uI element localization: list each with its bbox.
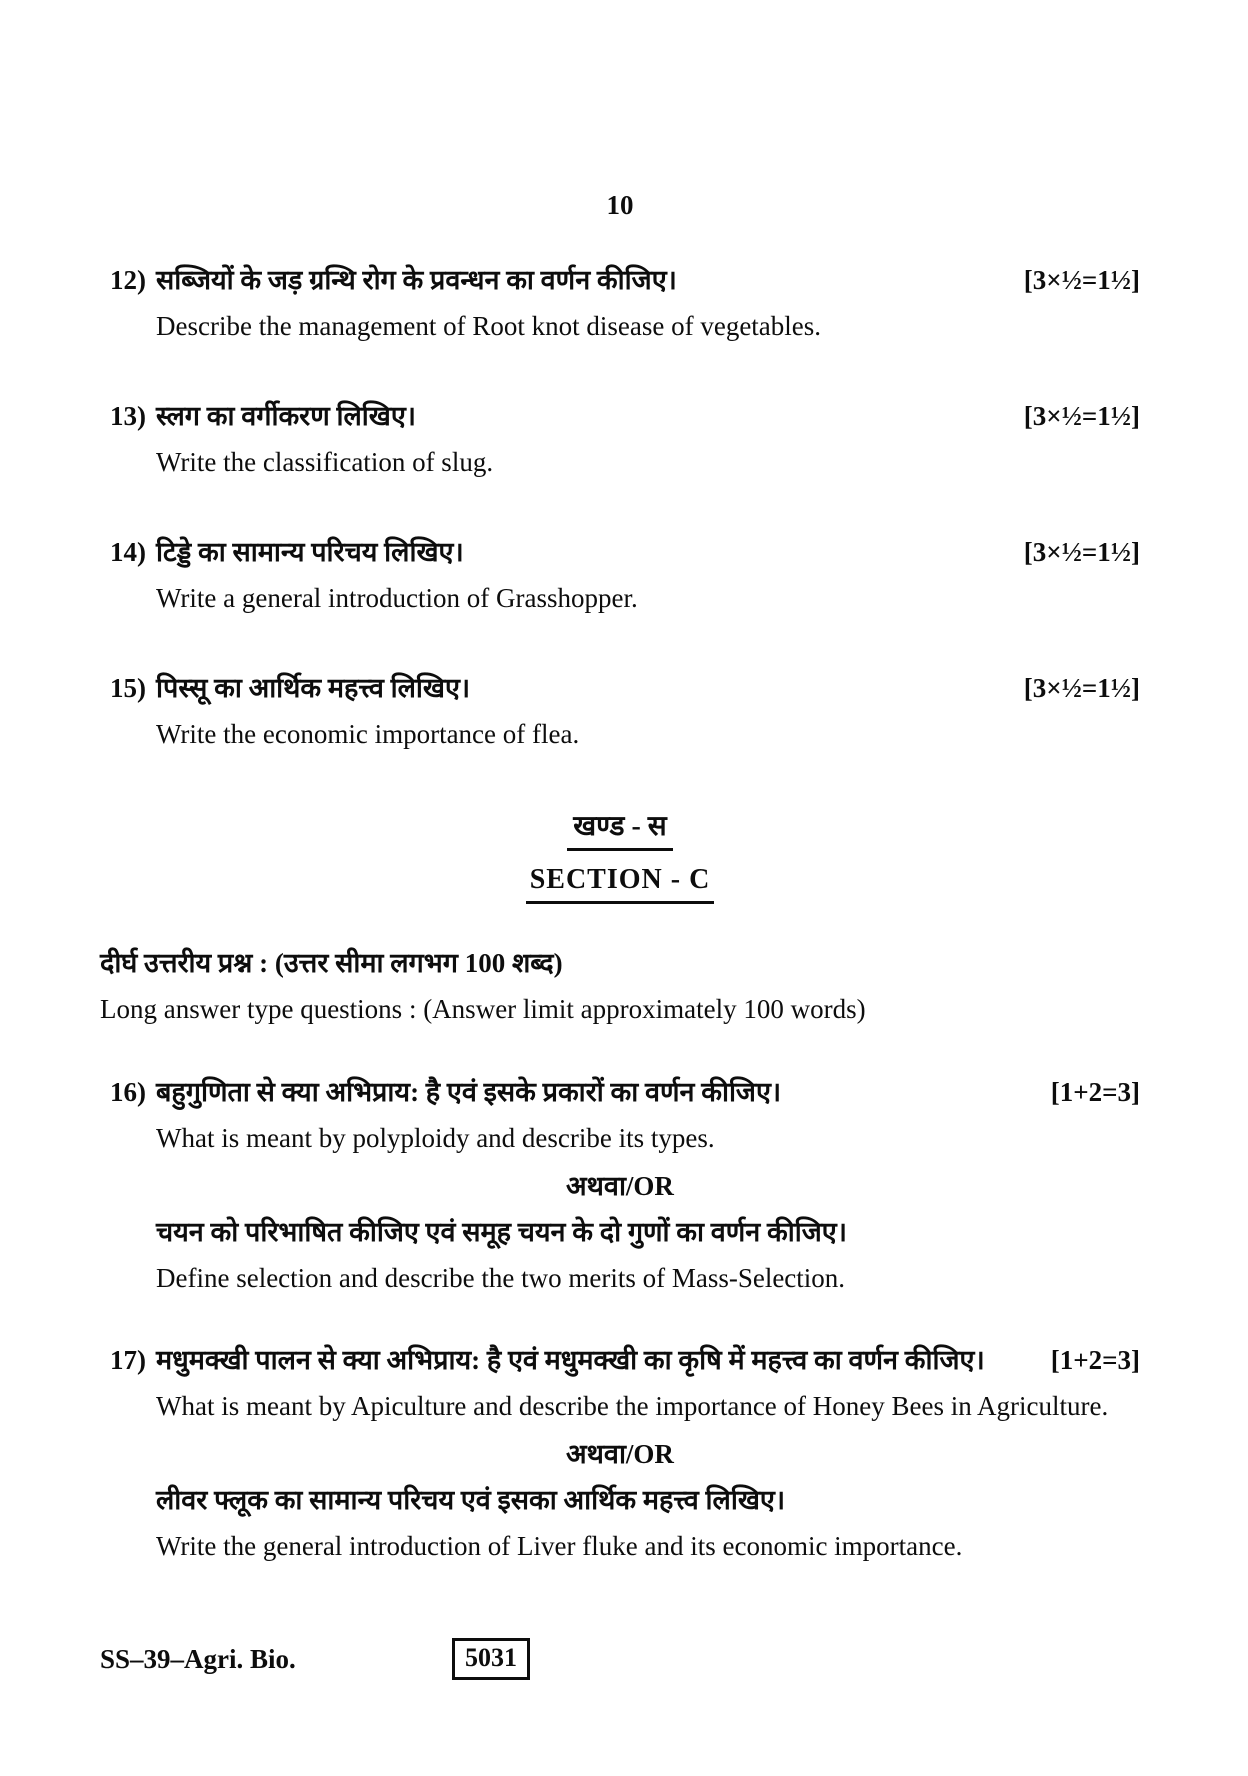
question-text-hindi: स्लग का वर्गीकरण लिखिए। — [156, 401, 417, 431]
question-marks: [3×½=1½] — [1023, 401, 1140, 431]
question-number: 16) — [110, 1077, 146, 1107]
question-text-english: What is meant by polyploidy and describe its types. — [156, 1123, 715, 1153]
question-text-hindi: सब्जियों के जड़ ग्रन्थि रोग के प्रवन्धन का वर्णन कीजिए। — [156, 265, 677, 295]
question-number: 15) — [110, 673, 146, 703]
question-marks: [1+2=3] — [1050, 1345, 1140, 1375]
question-text-english: Describe the management of Root knot disease of vegetables. — [156, 311, 822, 341]
question-text-english: Write the economic importance of flea. — [156, 719, 580, 749]
question-row — [100, 398, 1140, 434]
section-heading-english: SECTION - C — [526, 861, 715, 904]
question-text-hindi: बहुगुणिता से क्या अभिप्राय: है एवं इसके प्रकारों का वर्णन कीजिए। — [156, 1077, 782, 1107]
footer-number-box: 5031 — [452, 1638, 530, 1680]
section-heading — [100, 808, 1140, 904]
question-12 — [100, 262, 1140, 344]
question-number: 12) — [110, 265, 146, 295]
question-text-english: Write the classification of slug. — [156, 447, 494, 477]
or-label: अथवा/OR — [566, 1439, 674, 1469]
question-marks: [1+2=3] — [1050, 1077, 1140, 1107]
or-label: अथवा/OR — [566, 1171, 674, 1201]
question-number: 13) — [110, 401, 146, 431]
question-row — [100, 534, 1140, 570]
instructions-english: Long answer type questions : (Answer limit approximately 100 words) — [100, 994, 866, 1024]
footer-paper-code: SS–39–Agri. Bio. — [100, 1644, 296, 1674]
section-heading-english-row — [100, 861, 1140, 904]
question-14 — [100, 534, 1140, 616]
question-number: 17) — [110, 1345, 146, 1375]
question-marks: [3×½=1½] — [1023, 673, 1140, 703]
instructions — [100, 944, 1140, 1028]
question-text-hindi: टिड्डे का सामान्य परिचय लिखिए। — [156, 537, 464, 567]
instructions-hindi: दीर्घ उत्तरीय प्रश्न : (उत्तर सीमा लगभग 100 शब्द) — [100, 948, 563, 978]
question-17 — [100, 1342, 1140, 1564]
question-text-hindi: पिस्सू का आर्थिक महत्त्व लिखिए। — [156, 673, 471, 703]
question-text-english: Write a general introduction of Grasshopper. — [156, 583, 638, 613]
or-question-english: Define selection and describe the two merits of Mass-Selection. — [156, 1263, 846, 1293]
or-question-hindi: चयन को परिभाषित कीजिए एवं समूह चयन के दो गुणों का वर्णन कीजिए। — [156, 1217, 847, 1247]
question-number: 14) — [110, 537, 146, 567]
question-row — [100, 262, 1140, 298]
question-text-english: What is meant by Apiculture and describe the importance of Honey Bees in Agriculture. — [156, 1391, 1109, 1421]
section-heading-hindi-row — [100, 808, 1140, 851]
question-marks: [3×½=1½] — [1023, 265, 1140, 295]
question-marks: [3×½=1½] — [1023, 537, 1140, 567]
page-content — [100, 0, 1140, 1564]
question-row — [100, 1342, 1140, 1378]
page-number: 10 — [606, 190, 634, 220]
section-heading-hindi: खण्ड - स — [567, 808, 672, 851]
or-question-english: Write the general introduction of Liver fluke and its economic importance. — [156, 1531, 963, 1561]
question-row — [100, 1074, 1140, 1110]
question-13 — [100, 398, 1140, 480]
or-question-hindi: लीवर फ्लूक का सामान्य परिचय एवं इसका आर्थिक महत्त्व लिखिए। — [156, 1485, 786, 1515]
question-15 — [100, 670, 1140, 752]
question-text-hindi: मधुमक्खी पालन से क्या अभिप्राय: है एवं मधुमक्खी का कृषि में महत्त्व का वर्णन कीजिए। — [156, 1345, 985, 1375]
question-16 — [100, 1074, 1140, 1296]
question-row — [100, 670, 1140, 706]
